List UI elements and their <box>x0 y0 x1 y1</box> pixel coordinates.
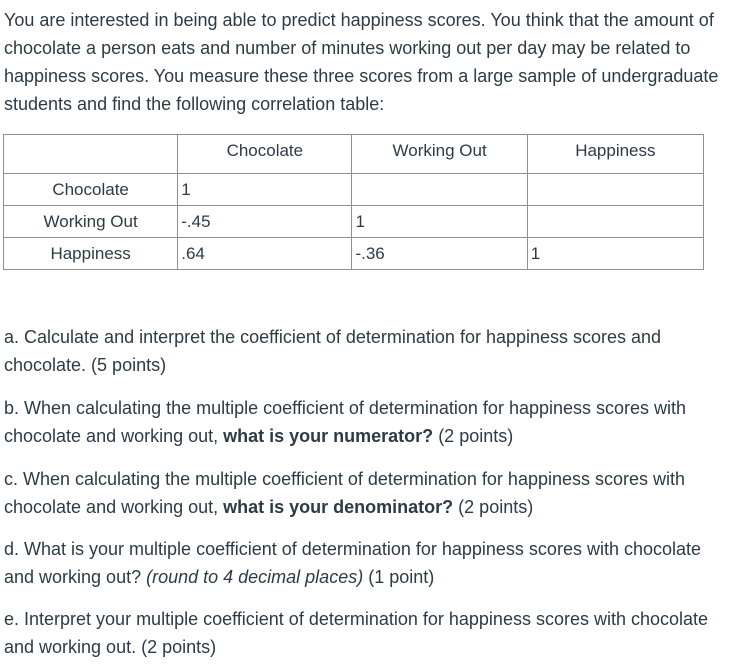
table-row <box>4 238 704 270</box>
question-d-rounding-note: (round to 4 decimal places) <box>146 567 364 587</box>
intro-paragraph: You are interested in being able to predict happiness scores. You think that the amount of chocolate a person eats and number of minutes working out per day may be related to happiness scores. You measure these three scores from a large sample of undergraduate students and find the following correlation table: <box>4 10 719 114</box>
table-row <box>4 174 704 206</box>
question-d <box>4 535 734 591</box>
question-e: e. Interpret your multiple coefficient of determination for happiness scores with chocolate and working out. (2 points) <box>4 609 709 657</box>
question-c <box>4 465 734 521</box>
cell-value <box>527 174 703 206</box>
question-b <box>4 394 734 450</box>
cell-value: -.45 <box>178 206 352 238</box>
correlation-table <box>3 134 704 270</box>
header-chocolate: Chocolate <box>178 135 352 174</box>
row-label-working-out: Working Out <box>4 206 178 238</box>
cell-value: -.36 <box>352 238 527 270</box>
cell-value: .64 <box>178 238 352 270</box>
table-row <box>4 206 704 238</box>
question-d-points: (1 point) <box>363 567 435 587</box>
cell-value: 1 <box>178 174 352 206</box>
question-b-text: b. When calculating the multiple coefficient of determination for happiness scores with chocolate and working out, <box>4 398 687 446</box>
question-c-emphasis: what is your denominator? <box>223 497 454 517</box>
header-happiness: Happiness <box>527 135 703 174</box>
question-a: a. Calculate and interpret the coefficient of determination for happiness scores and chocolate. (5 points) <box>4 327 662 375</box>
cell-value <box>352 174 527 206</box>
header-empty-cell <box>4 135 178 174</box>
cell-value: 1 <box>352 206 527 238</box>
question-b-emphasis: what is your numerator? <box>223 426 434 446</box>
question-c-points: (2 points) <box>453 497 534 517</box>
header-working-out: Working Out <box>352 135 527 174</box>
question-c-text: c. When calculating the multiple coefficient of determination for happiness scores with chocolate and working out, <box>4 469 686 517</box>
table-header-row <box>4 135 704 174</box>
cell-value: 1 <box>527 238 703 270</box>
cell-value <box>527 206 703 238</box>
question-d-text: d. What is your multiple coefficient of determination for happiness scores with chocolate and working out? <box>4 539 702 587</box>
row-label-happiness: Happiness <box>4 238 178 270</box>
question-b-points: (2 points) <box>433 426 514 446</box>
row-label-chocolate: Chocolate <box>4 174 178 206</box>
